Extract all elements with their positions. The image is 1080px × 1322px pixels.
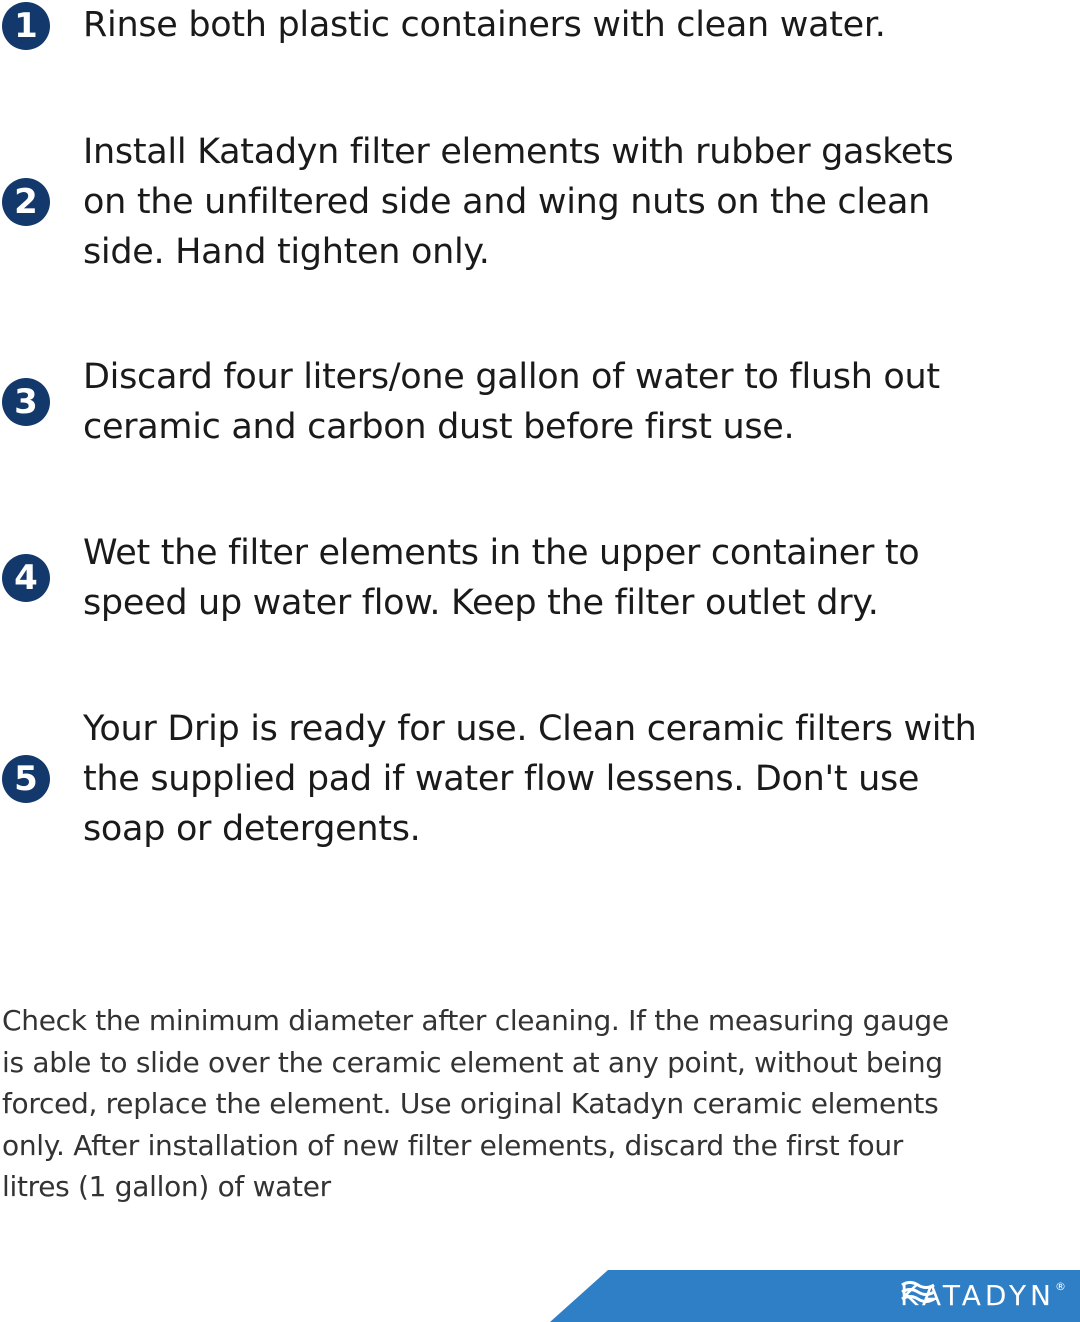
step-text: Your Drip is ready for use. Clean ceramic filters with the supplied pad if water flow lessens. Don't use soap or detergents. [83, 709, 977, 849]
step-number-badge: 5 [2, 755, 50, 803]
brand-logo [900, 1278, 1066, 1314]
wave-lines-icon [900, 1278, 936, 1306]
brand-footer [550, 1270, 1080, 1322]
registered-mark: ® [1055, 1280, 1066, 1293]
step-number-badge: 4 [2, 554, 50, 602]
step-number-badge: 1 [2, 2, 50, 50]
step-text: Discard four liters/one gallon of water to flush out ceramic and carbon dust before first use. [83, 357, 940, 447]
step-number-badge: 2 [2, 178, 50, 226]
step-number-badge: 3 [2, 378, 50, 426]
brand-name: KATADYN [899, 1279, 1055, 1312]
step-text: Rinse both plastic containers with clean water. [83, 5, 886, 45]
step-text: Install Katadyn filter elements with rubber gaskets on the unfiltered side and wing nuts on the clean side. Hand tighten only. [83, 132, 954, 272]
step-text: Wet the filter elements in the upper container to speed up water flow. Keep the filter outlet dry. [83, 533, 920, 623]
maintenance-note: Check the minimum diameter after cleaning. If the measuring gauge is able to slide over the ceramic element at any point, without being forced, replace the element. Use original Katadyn ceramic elements only. After installation of new filter elements, discard the first four litres (1 gallon) of water [2, 1004, 949, 1203]
